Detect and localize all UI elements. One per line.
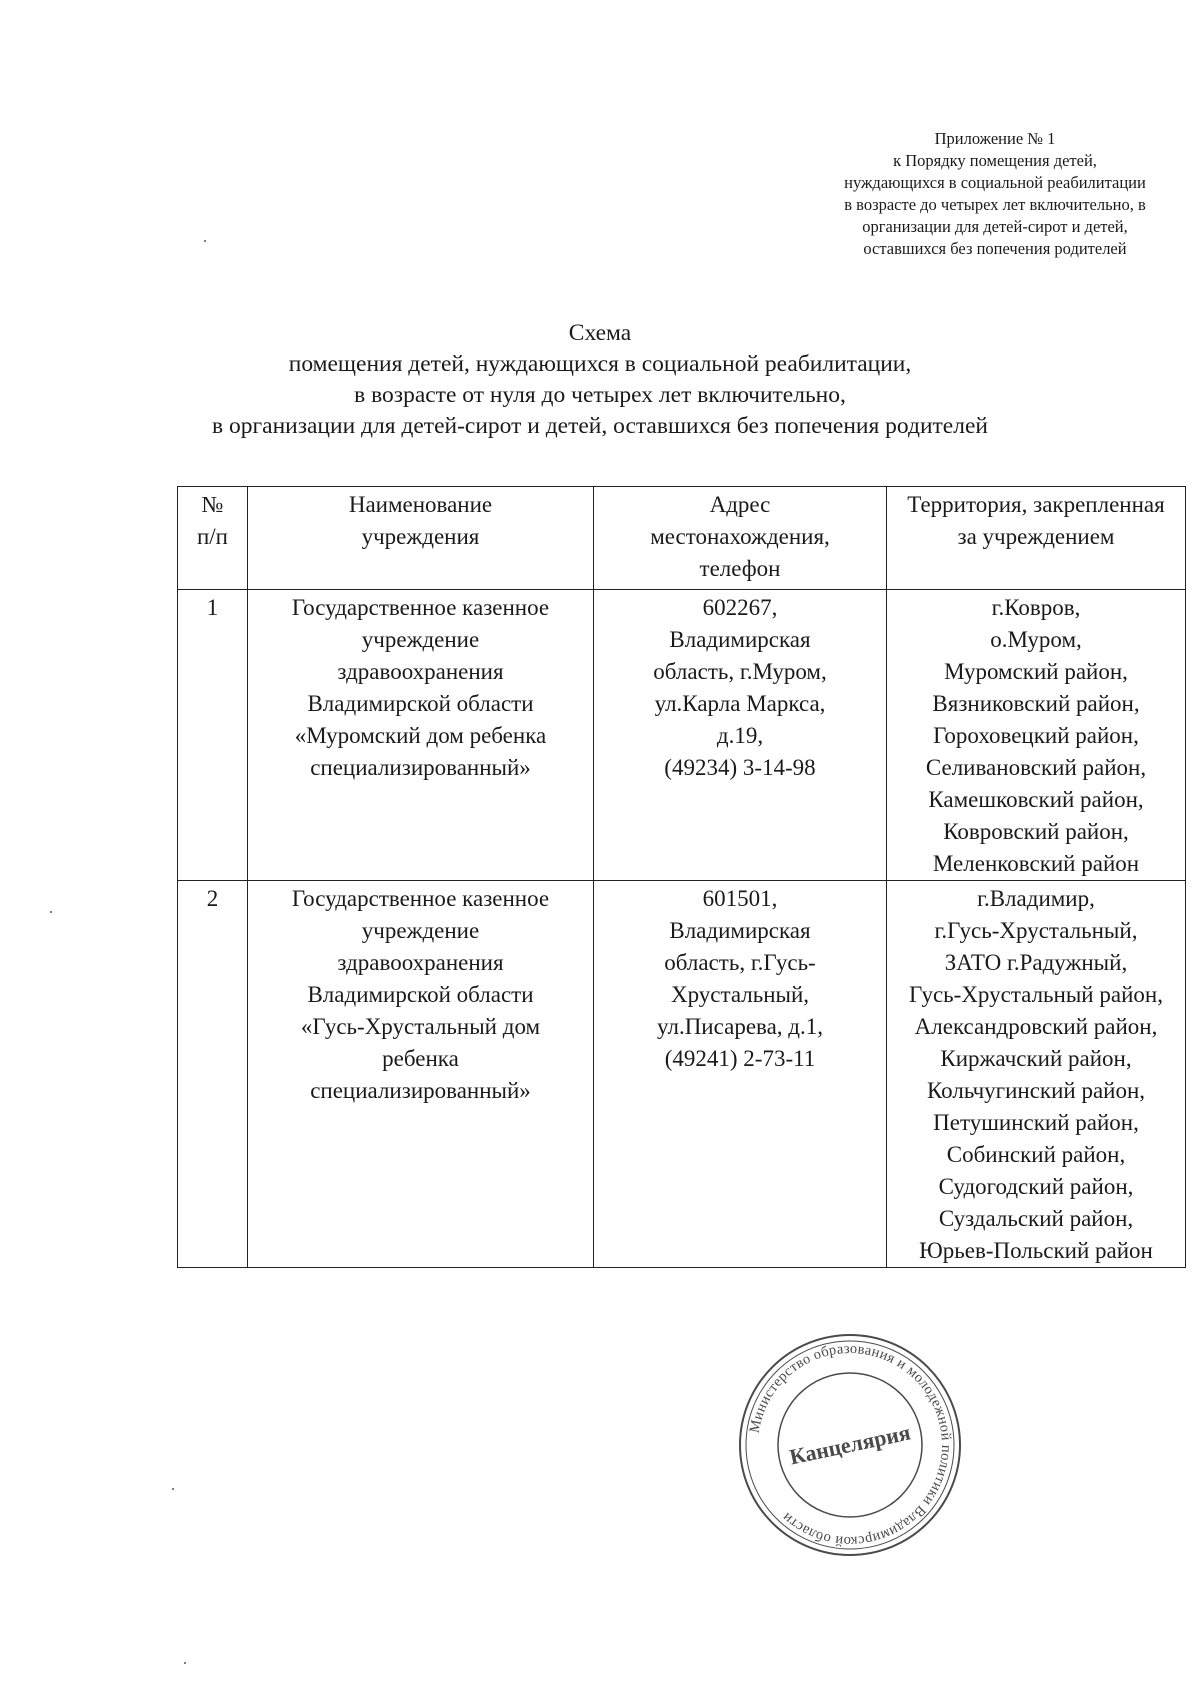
stamp-center-text: Канцелярия [787, 1419, 913, 1470]
document-title [200, 318, 1000, 442]
row-number: 1 [178, 590, 248, 881]
appendix-line: в возрасте до четырех лет включительно, в [844, 195, 1146, 214]
title-line: помещения детей, нуждающихся в социальной реабилитации, [288, 351, 912, 377]
office-stamp [735, 1330, 965, 1560]
scan-speck [172, 1488, 174, 1490]
header-territory: Территория, закрепленная за учреждением [887, 487, 1186, 590]
address-cell: 601501, Владимирская область, г.Гусь- Хрустальный, ул.Писарева, д.1, (49241) 2-73-11 [594, 881, 887, 1268]
title-line: в возрасте от нуля до четырех лет включительно, [354, 382, 846, 408]
address-cell: 602267, Владимирская область, г.Муром, ул.Карла Маркса, д.19, (49234) 3-14-98 [594, 590, 887, 881]
appendix-line: организации для детей-сирот и детей, [862, 217, 1128, 236]
appendix-line: оставшихся без попечения родителей [863, 239, 1127, 258]
table-row [178, 881, 1186, 1268]
placement-scheme-table [177, 486, 1186, 1268]
stamp-ring-text: Министерство образования и молодежной политики Владимирской области [746, 1340, 955, 1550]
appendix-block [815, 128, 1175, 260]
header-institution-name: Наименование учреждения [248, 487, 594, 590]
title-line: Схема [568, 320, 632, 346]
table-row [178, 590, 1186, 881]
header-address: Адрес местонахождения, телефон [594, 487, 887, 590]
scan-speck [50, 911, 52, 913]
table-header-row [178, 487, 1186, 590]
appendix-line: Приложение № 1 [934, 129, 1056, 148]
appendix-line: к Порядку помещения детей, [893, 151, 1097, 170]
appendix-line: нуждающихся в социальной реабилитации [844, 173, 1146, 192]
title-line: в организации для детей-сирот и детей, оставшихся без попечения родителей [212, 413, 988, 439]
header-number: № п/п [178, 487, 248, 590]
scan-speck [204, 240, 206, 242]
scan-speck [184, 1662, 186, 1664]
row-number: 2 [178, 881, 248, 1268]
institution-name-cell: Государственное казенное учреждение здравоохранения Владимирской области «Муромский дом ребенка специализированный» [248, 590, 594, 881]
stamp-seal-graphic [735, 1330, 965, 1560]
territory-cell: г.Владимир, г.Гусь-Хрустальный, ЗАТО г.Радужный, Гусь-Хрустальный район, Александровский район, Киржачский район, Кольчугинский район, Петушинский район, Собинский район, Судогодский район, Суздальский район, Юрьев-Польский район [887, 881, 1186, 1268]
institution-name-cell: Государственное казенное учреждение здравоохранения Владимирской области «Гусь-Хрустальный дом ребенка специализированный» [248, 881, 594, 1268]
territory-cell: г.Ковров, о.Муром, Муромский район, Вязниковский район, Гороховецкий район, Селивановский район, Камешковский район, Ковровский район, Меленковский район [887, 590, 1186, 881]
